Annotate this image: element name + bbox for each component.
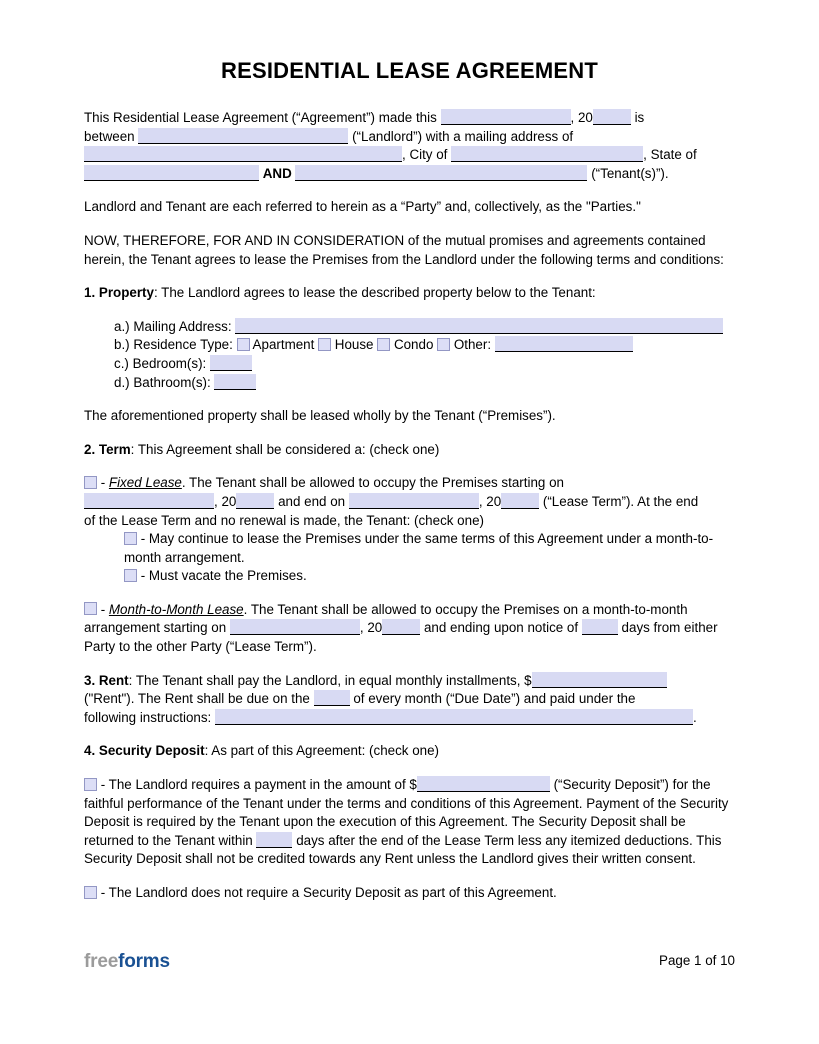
property-item-residence-type — [114, 336, 735, 355]
section-2-term-heading — [84, 441, 735, 460]
bathrooms-field[interactable] — [214, 374, 256, 390]
document-body — [0, 109, 819, 903]
house-checkbox[interactable] — [318, 338, 331, 351]
intro-paragraph — [84, 109, 735, 183]
logo-forms-text: forms — [118, 951, 170, 972]
text-run: days from either Party to the other Party (“Lease Term”). — [84, 620, 718, 655]
other-checkbox[interactable] — [437, 338, 450, 351]
text-run: (“Landlord”) with a mailing address of — [348, 128, 574, 144]
text-run: Condo — [390, 337, 438, 353]
text-run: - Must vacate the Premises. — [137, 568, 307, 584]
property-item-bathrooms — [114, 374, 735, 393]
text-run: of every month (“Due Date”) and paid under the — [349, 691, 636, 707]
text-run: , 20 — [359, 620, 383, 636]
text-run: , State of — [643, 147, 697, 163]
must-vacate-option — [124, 567, 735, 586]
other-residence-field[interactable] — [495, 336, 633, 352]
fixed-lease-checkbox[interactable] — [84, 476, 97, 489]
logo-free-text: free — [84, 951, 119, 972]
text-run: is — [630, 110, 645, 125]
text-run: between — [84, 128, 139, 144]
premises-paragraph — [84, 407, 735, 426]
text-run: d.) Bathroom(s): — [114, 374, 215, 390]
text-run: . — [693, 709, 697, 725]
text-run: : As part of this Agreement: (check one) — [204, 743, 440, 759]
document-title: RESIDENTIAL LEASE AGREEMENT — [221, 58, 598, 83]
text-run: . The Tenant shall be allowed to occupy the Premises starting on — [181, 475, 564, 491]
text-run: ("Rent"). The Rent shall be due on the — [84, 691, 314, 707]
bold-text: 1. Property — [84, 285, 154, 301]
text-run: , 20 — [214, 493, 237, 509]
deposit-required-checkbox[interactable] — [84, 778, 97, 791]
bedrooms-field[interactable] — [210, 355, 252, 371]
deposit-required-paragraph — [84, 776, 735, 869]
month-to-month-paragraph — [84, 601, 735, 657]
text-run: (“Security Deposit”) for the faithful performance of the Tenant under the terms and conditions of this Agreement. Payment of the Security Deposit is required by the Tenant upon the execution of this Agreement. The Security Deposit shall be returned to the Tenant within — [84, 777, 729, 848]
apartment-checkbox[interactable] — [237, 338, 250, 351]
text-run: b.) Residence Type: — [114, 337, 237, 353]
fixed-lease-paragraph — [84, 474, 735, 530]
text-run: c.) Bedroom(s): — [114, 355, 210, 371]
section-4-security-deposit-heading — [84, 742, 735, 761]
property-item-bedrooms — [114, 355, 735, 374]
page-number: Page 1 of 10 — [659, 953, 735, 968]
landlord-name-field[interactable] — [138, 128, 348, 144]
text-run: Landlord and Tenant are each referred to herein as a “Party” and, collectively, as the "Parties." — [84, 199, 641, 215]
text-run: : The Landlord agrees to lease the described property below to the Tenant: — [153, 285, 596, 301]
text-run: NOW, THEREFORE, FOR AND IN CONSIDERATION of the mutual promises and agreements contained herein, the Tenant agrees to lease the Premises from the Landlord under the following terms and conditions: — [84, 232, 724, 267]
text-run: , City of — [402, 147, 452, 163]
text-run: a.) Mailing Address: — [114, 318, 236, 334]
agreement-date-field[interactable] — [441, 109, 571, 125]
deposit-amount-field[interactable] — [417, 776, 550, 792]
text-run: . The Tenant shall be allowed to occupy the Premises on a month-to-month arrangement starting on — [84, 601, 688, 636]
must-vacate-checkbox[interactable] — [124, 569, 137, 582]
freeforms-logo[interactable] — [84, 953, 170, 972]
consideration-paragraph — [84, 232, 735, 269]
condo-checkbox[interactable] — [377, 338, 390, 351]
fixed-lease-label: Fixed Lease — [108, 475, 182, 491]
may-continue-option — [124, 530, 735, 567]
text-run: (“Lease Term”). At the end — [539, 493, 699, 509]
property-item-mailing-address — [114, 318, 735, 337]
rent-amount-field[interactable] — [532, 672, 667, 688]
fixed-start-date-field[interactable] — [84, 493, 214, 509]
section-1-property-heading — [84, 284, 735, 303]
bold-text: 2. Term — [84, 441, 131, 457]
section-3-rent-paragraph — [84, 672, 735, 728]
text-run: - The Landlord requires a payment in the amount of $ — [97, 777, 417, 793]
text-run: - — [97, 475, 109, 491]
payment-instructions-field[interactable] — [215, 709, 693, 725]
rent-due-day-field[interactable] — [314, 690, 350, 706]
page-footer — [84, 952, 735, 972]
tenant-name-field[interactable] — [295, 165, 587, 181]
fixed-end-year-field[interactable] — [501, 493, 539, 509]
month-to-month-checkbox[interactable] — [84, 602, 97, 615]
text-run: following instructions: — [84, 709, 215, 725]
text-run: The aforementioned property shall be leased wholly by the Tenant (“Premises”). — [84, 408, 556, 424]
notice-days-field[interactable] — [582, 619, 618, 635]
text-run: Other: — [450, 337, 495, 353]
text-run: , 20 — [570, 110, 593, 125]
m2m-start-year-field[interactable] — [382, 619, 420, 635]
parties-paragraph — [84, 198, 735, 217]
m2m-start-date-field[interactable] — [230, 619, 360, 635]
text-run: (“Tenant(s)”). — [587, 165, 669, 181]
fixed-end-date-field[interactable] — [349, 493, 479, 509]
may-continue-checkbox[interactable] — [124, 532, 137, 545]
property-mailing-address-field[interactable] — [235, 318, 723, 334]
deposit-return-days-field[interactable] — [256, 832, 292, 848]
bold-text: 3. Rent — [84, 672, 129, 688]
text-run: : The Tenant shall pay the Landlord, in equal monthly installments, $ — [128, 672, 532, 688]
text-run: and end on — [274, 493, 349, 509]
no-deposit-checkbox[interactable] — [84, 886, 97, 899]
text-run: - May continue to lease the Premises under the same terms of this Agreement under a month-to-month arrangement. — [124, 531, 714, 565]
text-run: House — [331, 337, 378, 353]
landlord-state-field[interactable] — [84, 165, 259, 181]
text-run: Apartment — [249, 337, 319, 353]
text-run: and ending upon notice of — [420, 620, 582, 636]
agreement-year-field[interactable] — [593, 109, 631, 125]
text-run: of the Lease Term and no renewal is made, the Tenant: (check one) — [84, 512, 484, 528]
text-run: This Residential Lease Agreement (“Agreement”) made this — [84, 110, 441, 125]
fixed-start-year-field[interactable] — [236, 493, 274, 509]
bold-text: AND — [262, 165, 292, 181]
landlord-address-field[interactable] — [84, 146, 402, 162]
month-to-month-label: Month-to-Month Lease — [108, 601, 244, 617]
landlord-city-field[interactable] — [451, 146, 643, 162]
bold-text: 4. Security Deposit — [84, 743, 205, 759]
text-run: : This Agreement shall be considered a: (check one) — [130, 441, 440, 457]
text-run: , 20 — [478, 493, 502, 509]
no-deposit-paragraph — [84, 884, 735, 903]
text-run: days after the end of the Lease Term less any itemized deductions. This Security Deposit shall not be credited towards any Rent unless the Landlord gives their written consent. — [84, 832, 722, 867]
text-run: - The Landlord does not require a Security Deposit as part of this Agreement. — [97, 885, 557, 900]
text-run: - — [97, 601, 109, 617]
